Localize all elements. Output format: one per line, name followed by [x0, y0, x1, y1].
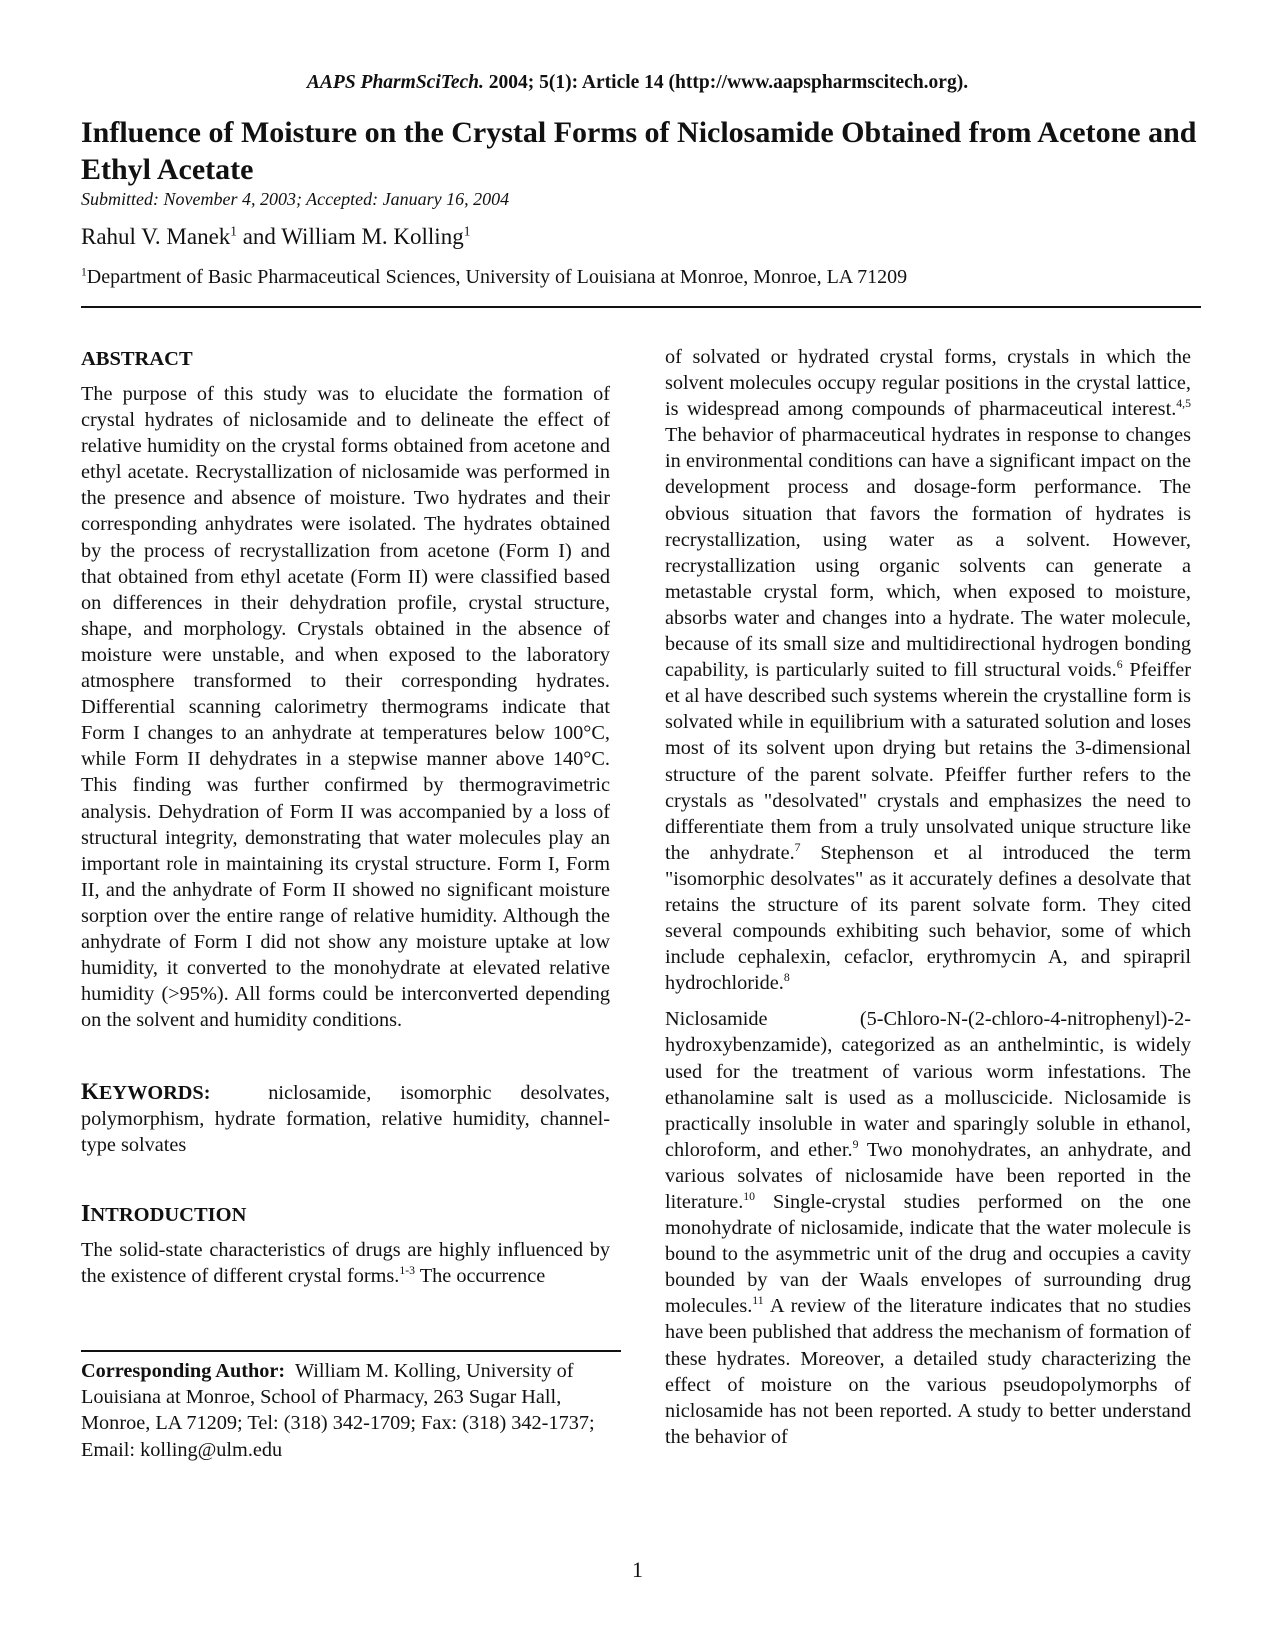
keywords-label-initial: K [81, 1079, 99, 1104]
body-paragraph [665, 1006, 1191, 1450]
paragraph-text: A review of the literature indicates that no studies have been published that address the mechanism of formation of these hydrates. Moreover, a detailed study characterizing the effect of moisture on the various pseudopolymorphs of niclosamide has not been reported. A study to better understand the behavior of [665, 1295, 1191, 1448]
header-divider [81, 306, 1201, 308]
affiliation-marker: 1 [81, 265, 87, 279]
paragraph-text: of solvated or hydrated crystal forms, crystals in which the solvent molecules occupy regular positions in the crystal lattice, is widespread among compounds of pharmaceutical interest. [665, 346, 1191, 421]
page-number: 1 [632, 1557, 643, 1582]
citation-marker: 9 [852, 1138, 859, 1152]
abstract-body: The purpose of this study was to elucidate the formation of crystal hydrates of niclosamide and to delineate the effect of relative humidity on the crystal forms obtained from acetone and ethyl acetate. Recrystallization of niclosamide was performed in the presence and absence of moisture. Two hydrates and their corresponding anhydrates were isolated. The hydrates obtained by the process of recrystallization from acetone (Form I) and that obtained from ethyl acetate (Form II) were classified based on differences in their dehydration profile, crystal structure, shape, and morphology. Crystals obtained in the absence of moisture were unstable, and when exposed to the laboratory atmosphere transformed to their corresponding hydrates. Differential scanning calorimetry thermograms indicate that Form I changes to an anhydrate at temperatures below 100°C, while Form II dehydrates in a stepwise manner above 140°C. This finding was further confirmed by thermogravimetric analysis. Dehydration of Form II was accompanied by a loss of structural integrity, demonstrating that water molecules play an important role in maintaining its crystal structure. Form I, Form II, and the anhydrate of Form II showed no significant moisture sorption over the entire range of relative humidity. Although the anhydrate of Form I did not show any moisture uptake at low humidity, it converted to the monohydrate at elevated relative humidity (>95%). All forms could be interconverted depending on the solvent and humidity conditions. [81, 383, 610, 1032]
body-paragraph [665, 344, 1191, 996]
keywords-section [81, 1079, 610, 1158]
affiliation-marker: 1 [230, 223, 237, 239]
intro-text: The occurrence [415, 1265, 546, 1288]
abstract-heading: ABSTRACT [81, 348, 193, 370]
affiliation [81, 264, 907, 290]
intro-text: The solid-state characteristics of drugs are highly influenced by the existence of different crystal forms. [81, 1239, 610, 1288]
affiliation-text: Department of Basic Pharmaceutical Sciences, University of Louisiana at Monroe, Monroe, LA 71209 [86, 266, 908, 288]
introduction-heading-initial: I [81, 1201, 91, 1227]
paragraph-text: Pfeiffer et al have described such systems wherein the crystalline form is solvated while in equilibrium with a saturated solution and loses most of its solvent upon drying but retains the 3-dimensional structure of the parent solvate. Pfeiffer further refers to the crystals as "desolvated" crystals and emphasizes the need to differentiate them from a truly unsolvated unique structure like the anhydrate. [665, 659, 1191, 864]
citation-marker: 10 [743, 1190, 756, 1204]
author-name: Rahul V. Manek [81, 224, 231, 249]
paragraph-text: The behavior of pharmaceutical hydrates in response to changes in environmental conditions can have a significant impact on the development process and dosage-form performance. The obvious situation that favors the formation of hydrates is recrystallization, using water as a solvent. However, recrystallization using organic solvents can generate a metastable crystal form, which, when exposed to moisture, absorbs water and changes into a hydrate. The water molecule, because of its small size and multidirectional hydrogen bonding capability, is particularly suited to fill structural voids. [665, 424, 1191, 682]
right-column [665, 344, 1191, 1450]
citation-marker: 6 [1116, 658, 1123, 672]
citation-marker: 11 [752, 1294, 764, 1308]
journal-name: AAPS PharmSciTech. [306, 72, 484, 93]
corresponding-author-label: Corresponding Author: [81, 1360, 286, 1382]
journal-citation: 2004; 5(1): Article 14 (http://www.aapspharmscitech.org). [483, 72, 969, 93]
journal-citation-header [0, 70, 1275, 96]
footnote-divider [81, 1350, 621, 1352]
submission-dates: Submitted: November 4, 2003; Accepted: January 16, 2004 [81, 189, 510, 209]
citation-marker: 1-3 [399, 1264, 416, 1278]
introduction-heading-rest: NTRODUCTION [90, 1204, 247, 1226]
corresponding-author-text: William M. Kolling, University of Louisiana at Monroe, School of Pharmacy, 263 Sugar Hall, Monroe, LA 71209; Tel: (318) 342-1709; Fax: (318) 342-1737; Email: kolling@ulm.edu [81, 1360, 595, 1461]
article-title: Influence of Moisture on the Crystal Forms of Niclosamide Obtained from Acetone and Ethyl Acetate [81, 116, 1197, 186]
citation-marker: 4,5 [1176, 397, 1191, 411]
keywords-label-rest: EYWORDS: [98, 1082, 211, 1104]
paragraph-text: Two monohydrates, an anhydrate, and various solvates of niclosamide have been reported in the literature. [665, 1138, 1191, 1213]
citation-marker: 8 [783, 971, 790, 985]
paragraph-text: Stephenson et al introduced the term "isomorphic desolvates" as it accurately defines a desolvate that retains the structure of its parent solvate form. They cited several compounds exhibiting such behavior, some of which include cephalexin, cefaclor, erythromycin A, and spirapril hydrochloride. [665, 841, 1191, 995]
author-connector: and [236, 224, 282, 249]
author-list [81, 222, 470, 252]
keywords-label [81, 1079, 211, 1104]
keywords-text: niclosamide, isomorphic desolvates, polymorphism, hydrate formation, relative humidity, channel-type solvates [81, 1082, 610, 1157]
corresponding-author [81, 1358, 621, 1463]
affiliation-marker: 1 [463, 223, 471, 239]
introduction-paragraph [81, 1237, 610, 1289]
paragraph-text: Niclosamide (5-Chloro-N-(2-chloro-4-nitrophenyl)-2-hydroxybenzamide), categorized as an anthelmintic, is widely used for the treatment of various worm infestations. The ethanolamine salt is used as a molluscicide. Niclosamide is practically insoluble in water and sparingly soluble in ethanol, chloroform, and ether. [665, 1008, 1191, 1161]
citation-marker: 7 [794, 841, 801, 855]
author-name: William M. Kolling [281, 224, 464, 249]
paragraph-text: Single-crystal studies performed on the one monohydrate of niclosamide, indicate that the water molecule is bound to the asymmetric unit of the drug and occupies a cavity bounded by van der Waals envelopes of surrounding drug molecules. [665, 1191, 1191, 1318]
introduction-heading [81, 1201, 246, 1228]
